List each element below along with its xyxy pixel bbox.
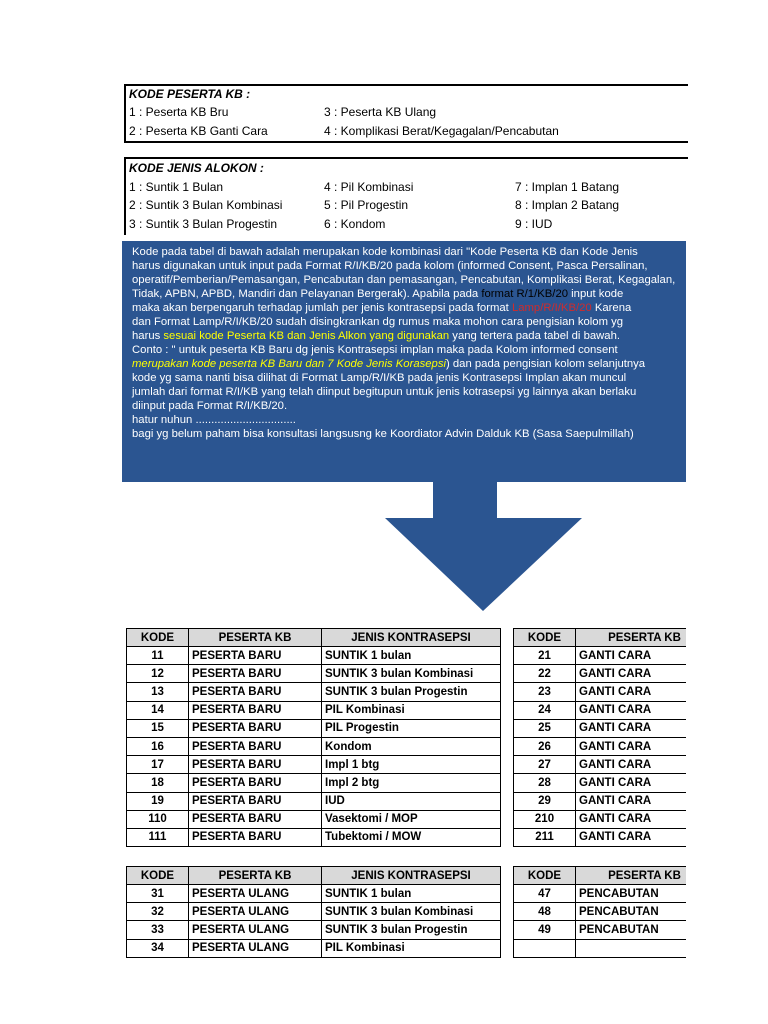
- alokon-item: 2 : Suntik 3 Bulan Kombinasi: [129, 198, 283, 212]
- note-text: input kode: [568, 288, 624, 300]
- cell-kode: 29: [514, 792, 576, 810]
- table-row: [514, 885, 687, 903]
- cell-kode: 110: [127, 810, 189, 828]
- cell-kode: 22: [514, 665, 576, 683]
- table-peserta-baru: [126, 628, 501, 847]
- cell-peserta: PESERTA BARU: [189, 756, 322, 774]
- note-text: ) dan pada pengisian kolom selanjutnya: [446, 358, 646, 370]
- kode-peserta-item: 4 : Komplikasi Berat/Kegagalan/Pencabutan: [324, 124, 559, 138]
- cell-peserta: GANTI CARA: [576, 701, 687, 719]
- cell-peserta: GANTI CARA: [576, 719, 687, 737]
- kode-peserta-item: 1 : Peserta KB Bru: [129, 105, 229, 119]
- alokon-item: 7 : Implan 1 Batang: [515, 180, 620, 194]
- table-row: [127, 810, 501, 828]
- cell-peserta: GANTI CARA: [576, 774, 687, 792]
- note-format-code: R/1/KB/20: [513, 288, 569, 300]
- col-header-jenis: JENIS KONTRASEPSI: [322, 629, 501, 647]
- col-header-jenis: JENIS KONTRASEPSI: [322, 867, 501, 885]
- cell-peserta: PESERTA BARU: [189, 719, 322, 737]
- cell-peserta: [576, 939, 687, 957]
- note-text: Karena: [591, 302, 632, 314]
- table-row: [127, 719, 501, 737]
- table-ganti-cara-clip: [513, 628, 686, 850]
- table-row: [514, 774, 687, 792]
- table-row: [127, 903, 501, 921]
- note-highlight: sesuai kode Peserta KB dan Jenis Alkon yang digunakan: [163, 330, 450, 342]
- cell-kode: 31: [127, 885, 189, 903]
- note-line: Conto : " untuk peserta KB Baru dg jenis Kontrasepsi implan maka pada Kolom informed consent: [132, 344, 618, 356]
- table-row: [514, 828, 687, 846]
- cell-peserta: GANTI CARA: [576, 665, 687, 683]
- table-row: [514, 683, 687, 701]
- cell-kode: 14: [127, 701, 189, 719]
- table-ganti-cara: [513, 628, 686, 847]
- note-line: dan Format Lamp/R/I/KB/20 sudah disingkrankan dg rumus maka mohon cara pengisian kolom yg: [132, 316, 624, 328]
- cell-jenis: Impl 2 btg: [322, 774, 501, 792]
- cell-peserta: GANTI CARA: [576, 647, 687, 665]
- table-row: [127, 683, 501, 701]
- cell-peserta: PESERTA BARU: [189, 737, 322, 755]
- table-peserta-ulang: [126, 866, 501, 958]
- cell-kode: 24: [514, 701, 576, 719]
- cell-peserta: PESERTA BARU: [189, 701, 322, 719]
- alokon-item: 4 : Pil Kombinasi: [324, 180, 414, 194]
- cell-jenis: Vasektomi / MOP: [322, 810, 501, 828]
- kode-alokon-title: KODE JENIS ALOKON :: [129, 161, 264, 175]
- table-row: [127, 939, 501, 957]
- col-header-peserta: PESERTA KB: [189, 629, 322, 647]
- cell-kode: 12: [127, 665, 189, 683]
- note-line: Kode pada tabel di bawah adalah merupakan kode kombinasi dari "Kode Peserta KB dan Kode Jenis: [132, 246, 638, 258]
- note-line: operatif/Pemberian/Pemasangan, Pencabutan dan pemasangan, Pencabutan, Komplikasi Berat, Kegagalan,: [132, 274, 676, 286]
- note-text: Tidak, APBN, APBD, Mandiri dan Pelayanan Bergerak). Apabila pada: [132, 288, 482, 300]
- cell-kode: [514, 939, 576, 957]
- kode-peserta-item: 2 : Peserta KB Ganti Cara: [129, 124, 268, 138]
- table-row: [127, 701, 501, 719]
- cell-jenis: Kondom: [322, 737, 501, 755]
- cell-kode: 210: [514, 810, 576, 828]
- table-row: [127, 647, 501, 665]
- note-format-word: format: [481, 288, 514, 300]
- cell-kode: 18: [127, 774, 189, 792]
- cell-kode: 48: [514, 903, 576, 921]
- cell-peserta: GANTI CARA: [576, 737, 687, 755]
- cell-peserta: PESERTA BARU: [189, 792, 322, 810]
- col-header-kode: KODE: [514, 867, 576, 885]
- cell-peserta: PESERTA BARU: [189, 774, 322, 792]
- table-pencabutan-clip: [513, 866, 686, 960]
- cell-jenis: Tubektomi / MOW: [322, 828, 501, 846]
- cell-kode: 25: [514, 719, 576, 737]
- cell-kode: 21: [514, 647, 576, 665]
- cell-jenis: PIL Kombinasi: [322, 701, 501, 719]
- cell-peserta: PESERTA BARU: [189, 828, 322, 846]
- cell-peserta: GANTI CARA: [576, 683, 687, 701]
- cell-peserta: GANTI CARA: [576, 810, 687, 828]
- cell-jenis: SUNTIK 3 bulan Progestin: [322, 683, 501, 701]
- cell-peserta: GANTI CARA: [576, 756, 687, 774]
- cell-peserta: PESERTA BARU: [189, 665, 322, 683]
- cell-kode: 49: [514, 921, 576, 939]
- note-text: yang tertera pada tabel di bawah.: [449, 330, 620, 342]
- cell-kode: 34: [127, 939, 189, 957]
- cell-kode: 32: [127, 903, 189, 921]
- cell-kode: 33: [127, 921, 189, 939]
- cell-jenis: SUNTIK 3 bulan Kombinasi: [322, 903, 501, 921]
- cell-kode: 19: [127, 792, 189, 810]
- table-row: [514, 719, 687, 737]
- cell-kode: 47: [514, 885, 576, 903]
- cell-jenis: PIL Kombinasi: [322, 939, 501, 957]
- note-highlight-italic: merupakan kode peserta KB Baru dan 7 Kode Jenis Korasepsi: [132, 358, 446, 370]
- table-row: [514, 647, 687, 665]
- table-row: [514, 665, 687, 683]
- table-row: [514, 701, 687, 719]
- note-line: jumlah dari format R/I/KB yang telah diinput begitupun untuk jenis kotrasepsi yg lainnya akan berlaku: [132, 386, 637, 398]
- table-row: [127, 792, 501, 810]
- cell-peserta: PESERTA BARU: [189, 810, 322, 828]
- cell-peserta: PESERTA ULANG: [189, 939, 322, 957]
- cell-kode: 16: [127, 737, 189, 755]
- col-header-kode: KODE: [514, 629, 576, 647]
- note-line: bagi yg belum paham bisa konsultasi langsusng ke Koordiator Advin Dalduk KB (Sasa Saepulmillah): [132, 428, 634, 440]
- cell-kode: 17: [127, 756, 189, 774]
- cell-peserta: PESERTA ULANG: [189, 921, 322, 939]
- col-header-peserta: PESERTA KB: [189, 867, 322, 885]
- cell-jenis: SUNTIK 3 bulan Kombinasi: [322, 665, 501, 683]
- note-line: harus digunakan untuk input pada Format R/I/KB/20 pada kolom (informed Consent, Pasca Persalinan,: [132, 260, 648, 272]
- cell-peserta: GANTI CARA: [576, 792, 687, 810]
- note-text: harus: [132, 330, 164, 342]
- cell-kode: 15: [127, 719, 189, 737]
- cell-kode: 111: [127, 828, 189, 846]
- cell-kode: 13: [127, 683, 189, 701]
- alokon-item: 3 : Suntik 3 Bulan Progestin: [129, 217, 278, 231]
- cell-kode: 23: [514, 683, 576, 701]
- table-row: [127, 828, 501, 846]
- cell-jenis: SUNTIK 1 bulan: [322, 885, 501, 903]
- cell-peserta: PENCABUTAN: [576, 885, 687, 903]
- col-header-kode: KODE: [127, 867, 189, 885]
- cell-kode: 11: [127, 647, 189, 665]
- note-line: hatur nuhun ................................: [132, 414, 296, 426]
- cell-jenis: SUNTIK 3 bulan Progestin: [322, 921, 501, 939]
- cell-peserta: PESERTA ULANG: [189, 885, 322, 903]
- note-text: maka akan berpengaruh terhadap jumlah per jenis kontrasepsi pada format: [132, 302, 512, 314]
- table-row: [514, 792, 687, 810]
- note-lamp-format: Lamp/R/I/KB/20: [511, 302, 592, 314]
- alokon-item: 5 : Pil Progestin: [324, 198, 409, 212]
- table-row: [127, 756, 501, 774]
- col-header-kode: KODE: [127, 629, 189, 647]
- cell-peserta: PESERTA BARU: [189, 683, 322, 701]
- table-row: [127, 774, 501, 792]
- kode-peserta-title: KODE PESERTA KB :: [129, 87, 251, 101]
- table-row: [514, 939, 687, 957]
- cell-jenis: SUNTIK 1 bulan: [322, 647, 501, 665]
- table-row: [514, 921, 687, 939]
- table-row: [514, 756, 687, 774]
- kode-peserta-item: 3 : Peserta KB Ulang: [324, 105, 437, 119]
- col-header-peserta: PESERTA KB: [576, 629, 687, 647]
- cell-peserta: PENCABUTAN: [576, 921, 687, 939]
- table-row: [514, 903, 687, 921]
- alokon-item: 6 : Kondom: [324, 217, 386, 231]
- cell-jenis: Impl 1 btg: [322, 756, 501, 774]
- cell-kode: 28: [514, 774, 576, 792]
- table-row: [127, 737, 501, 755]
- cell-kode: 211: [514, 828, 576, 846]
- table-row: [127, 885, 501, 903]
- cell-jenis: PIL Progestin: [322, 719, 501, 737]
- table-row: [514, 737, 687, 755]
- alokon-item: 9 : IUD: [515, 217, 553, 231]
- cell-jenis: IUD: [322, 792, 501, 810]
- cell-peserta: PESERTA BARU: [189, 647, 322, 665]
- table-row: [127, 921, 501, 939]
- note-line: kode yg sama nanti bisa dilihat di Format Lamp/R/I/KB pada jenis Kontrasepsi Implan akan muncul: [132, 372, 627, 384]
- cell-peserta: GANTI CARA: [576, 828, 687, 846]
- alokon-item: 8 : Implan 2 Batang: [515, 198, 620, 212]
- cell-kode: 27: [514, 756, 576, 774]
- col-header-peserta: PESERTA KB: [576, 867, 687, 885]
- cell-kode: 26: [514, 737, 576, 755]
- table-row: [514, 810, 687, 828]
- note-line: diinput pada Format R/I/KB/20.: [132, 400, 288, 412]
- cell-peserta: PENCABUTAN: [576, 903, 687, 921]
- table-row: [127, 665, 501, 683]
- alokon-item: 1 : Suntik 1 Bulan: [129, 180, 224, 194]
- table-pencabutan: [513, 866, 686, 958]
- cell-peserta: PESERTA ULANG: [189, 903, 322, 921]
